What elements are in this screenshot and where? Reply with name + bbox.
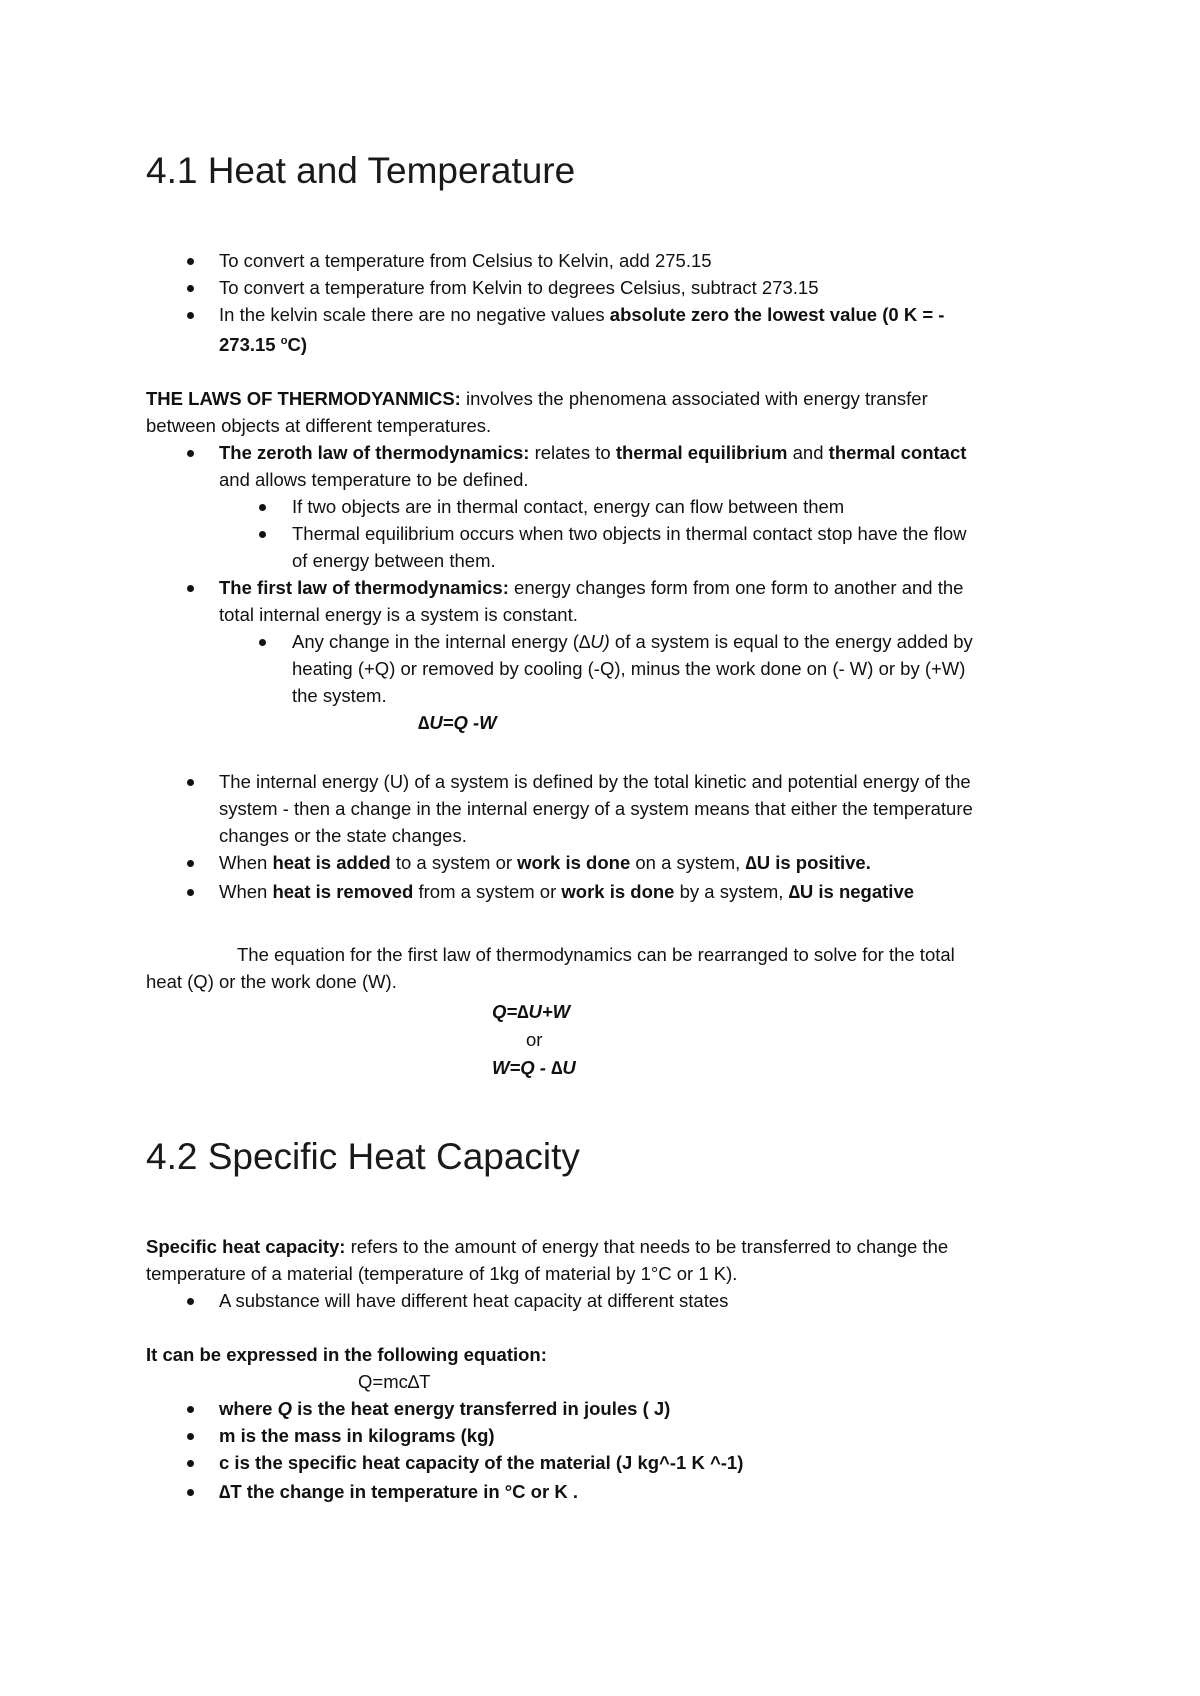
- paragraph: The equation for the first law of thermodynamics can be rearranged to solve for the total: [237, 944, 955, 965]
- paragraph-line: between objects at different temperatures.: [146, 415, 492, 436]
- bullet-icon: [187, 1298, 194, 1305]
- list-item-continuation: the system.: [292, 685, 387, 706]
- bullet-icon: [187, 1406, 194, 1413]
- list-item: m is the mass in kilograms (kg): [219, 1425, 495, 1446]
- bullet-icon: [187, 312, 194, 319]
- bullet-icon: [259, 504, 266, 511]
- bullet-icon: [187, 860, 194, 867]
- section-heading-4-2: 4.2 Specific Heat Capacity: [146, 1136, 580, 1177]
- equation-work: W=Q - ∆U: [492, 1057, 576, 1078]
- equation-first-law: ∆U=Q -W: [418, 712, 497, 733]
- bullet-icon: [187, 258, 194, 265]
- list-item: When heat is added to a system or work is done on a system, ∆U is positive.: [219, 852, 871, 873]
- paragraph: Specific heat capacity: refers to the amount of energy that needs to be transferred to change the: [146, 1236, 949, 1257]
- paragraph-line: temperature of a material (temperature of 1kg of material by 1°C or 1 K).: [146, 1263, 738, 1284]
- list-item: To convert a temperature from Celsius to Kelvin, add 275.15: [219, 250, 712, 271]
- list-item-continuation: 273.15 $^o$C): [219, 334, 307, 356]
- paragraph: It can be expressed in the following equation:: [146, 1344, 547, 1365]
- list-item-continuation: and allows temperature to be defined.: [219, 469, 529, 490]
- bullet-icon: [187, 779, 194, 786]
- list-item-continuation: changes or the state changes.: [219, 825, 467, 846]
- bullet-icon: [187, 285, 194, 292]
- bullet-icon: [187, 585, 194, 592]
- paragraph: THE LAWS OF THERMODYANMICS: involves the phenomena associated with energy transfer: [146, 388, 928, 409]
- list-item: where Q is the heat energy transferred in joules ( J): [219, 1398, 671, 1419]
- list-item: Thermal equilibrium occurs when two objects in thermal contact stop have the flow: [292, 523, 967, 544]
- equation-or: or: [526, 1029, 543, 1050]
- bullet-icon: [187, 1489, 194, 1496]
- list-item-continuation: of energy between them.: [292, 550, 496, 571]
- section-heading-4-1: 4.1 Heat and Temperature: [146, 150, 576, 191]
- list-item-continuation: system - then a change in the internal energy of a system means that either the temperature: [219, 798, 973, 819]
- equation-heat: Q=∆U+W: [492, 1001, 571, 1022]
- list-item: In the kelvin scale there are no negative values absolute zero the lowest value (0 K = -: [219, 304, 945, 325]
- bullet-icon: [259, 531, 266, 538]
- list-item: The zeroth law of thermodynamics: relates to thermal equilibrium and thermal contact: [219, 442, 967, 463]
- list-item: When heat is removed from a system or work is done by a system, ∆U is negative: [219, 881, 915, 902]
- bullet-icon: [187, 1460, 194, 1467]
- bullet-icon: [187, 889, 194, 896]
- list-item: The first law of thermodynamics: energy changes form from one form to another and the: [219, 577, 964, 598]
- list-item: The internal energy (U) of a system is defined by the total kinetic and potential energy of the: [219, 771, 971, 792]
- list-item-continuation: heating (+Q) or removed by cooling (-Q), minus the work done on (- W) or by (+W): [292, 658, 966, 679]
- list-item: ∆T the change in temperature in °C or K .: [219, 1481, 578, 1502]
- list-item: Any change in the internal energy (∆U) of a system is equal to the energy added by: [292, 631, 973, 652]
- list-item: c is the specific heat capacity of the material (J kg^-1 K ^-1): [219, 1452, 744, 1473]
- bullet-icon: [187, 450, 194, 457]
- list-item: If two objects are in thermal contact, energy can flow between them: [292, 496, 845, 517]
- paragraph-line: heat (Q) or the work done (W).: [146, 971, 397, 992]
- list-item: A substance will have different heat capacity at different states: [219, 1290, 729, 1311]
- bullet-icon: [187, 1433, 194, 1440]
- equation-specific-heat: Q=mc∆T: [358, 1371, 431, 1392]
- bullet-icon: [259, 639, 266, 646]
- list-item: To convert a temperature from Kelvin to degrees Celsius, subtract 273.15: [219, 277, 819, 298]
- list-item-continuation: total internal energy is a system is constant.: [219, 604, 578, 625]
